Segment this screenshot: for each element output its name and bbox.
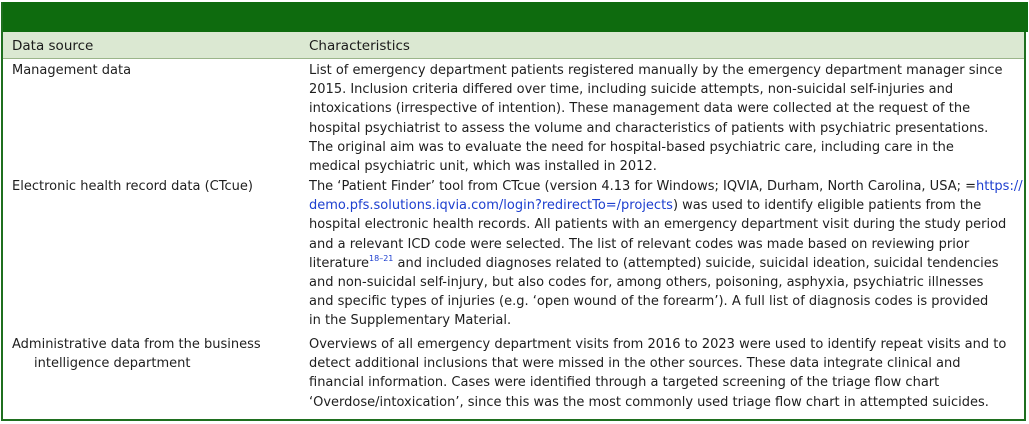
ctcue-link-part1[interactable]: https:// <box>976 179 1023 194</box>
table-header-row <box>3 32 1024 59</box>
ctcue-link-part2[interactable]: demo.pfs.solutions.iqvia.com/login?redirectTo=/projects <box>309 198 673 214</box>
table-title-bar <box>3 2 1028 32</box>
row-source-administrative: Administrative data from the business intelligence department <box>12 337 261 372</box>
row-source-management: Management data <box>12 63 132 78</box>
row-characteristics-administrative: Overviews of all emergency department visits from 2016 to 2023 were used to identify repeat visits and to detect additional inclusions that were missed in the other sources. These data integrate clinical and financial information. Cases were identified through a targeted screening of the triage flow chart ‘Overdose/intoxication’, since this was the most commonly used triage flow chart in attempted suicides. <box>309 337 1007 410</box>
data-sources-table <box>1 2 1026 421</box>
row-characteristics-management: List of emergency department patients registered manually by the emergency department manager since 2015. Inclusion criteria differed over time, including suicide attempts, non-suicidal self-injuries and intoxications (irrespective of intention). These management data were collected at the request of the hospital psychiatrist to assess the volume and characteristics of patients with psychiatric presentations. The original aim was to evaluate the need for hospital-based psychiatric care, including care in the medical psychiatric unit, which was installed in 2012. <box>309 63 1003 175</box>
header-characteristics: Characteristics <box>309 38 410 54</box>
reference-citation[interactable]: 18–21 <box>369 253 394 263</box>
row-characteristics-ehr: The ‘Patient Finder’ tool from CTcue (version 4.13 for Windows; IQVIA, Durham, North Carolina, USA; =https:// demo.pfs.solutions.iqvia.com/login?redirectTo=/projects) was used to identify eligible patients from the hospital electronic health records. All patients with an emergency department visit during the study period and a relevant ICD code were selected. The list of relevant codes was made based on reviewing prior literature$^{18-21}$ and included diagnoses related to (attempted) suicide, suicidal ideation, suicidal tendencies and non-suicidal self-injury, but also codes for, among others, poisoning, asphyxia, psychiatric illnesses and specific types of injuries (e.g. ‘open wound of the forearm’). A full list of diagnosis codes is provided in the Supplementary Material. <box>309 179 1023 329</box>
row-source-ehr: Electronic health record data (CTcue) <box>12 179 253 194</box>
header-data-source: Data source <box>12 38 94 54</box>
